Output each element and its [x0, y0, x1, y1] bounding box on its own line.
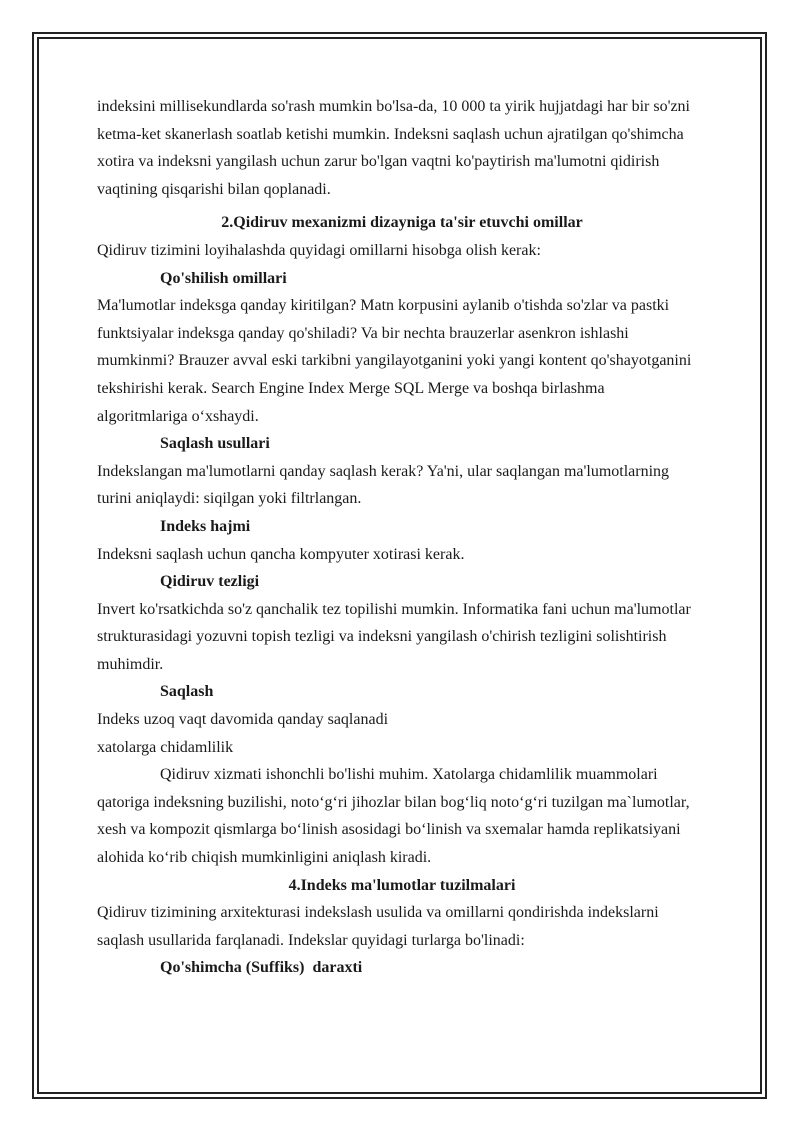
text-line: Qidiruv tizimining arxitekturasi indekslash usulida va omillarni qondirishda indekslarni	[97, 904, 659, 922]
subheading-search-speed: Qidiruv tezligi	[160, 573, 260, 591]
subheading-addition-factors: Qo'shilish omillari	[160, 269, 287, 287]
document-page	[97, 93, 707, 982]
text-line: Indekslangan ma'lumotlarni qanday saqlash kerak? Ya'ni, ular saqlangan ma'lumotlarning	[97, 462, 670, 480]
text-line: xesh va kompozit qismlarga bo‘linish asosidagi bo‘linish va sxemalar hamda replikatsiyani	[97, 821, 681, 839]
text-line: turini aniqlaydi: siqilgan yoki filtrlangan.	[97, 490, 362, 508]
text-line: Invert ko'rsatkichda so'z qanchalik tez topilishi mumkin. Informatika fani uchun ma'lumotlar	[97, 600, 691, 618]
text-line: Indeks uzoq vaqt davomida qanday saqlanadi	[97, 711, 389, 729]
subheading-storage-methods: Saqlash usullari	[160, 435, 270, 453]
section-heading-4: 4.Indeks ma'lumotlar tuzilmalari	[288, 876, 516, 894]
section-lead: Qidiruv tizimini loyihalashda quyidagi omillarni hisobga olish kerak:	[97, 241, 541, 259]
text-line: algoritmlariga o‘xshaydi.	[97, 407, 259, 425]
text-line: Ma'lumotlar indeksga qanday kiritilgan? Matn korpusini aylanib o'tishda so'zlar va pastki	[97, 297, 670, 315]
text-line: Qidiruv xizmati ishonchli bo'lishi muhim. Xatolarga chidamlilik muammolari	[160, 766, 658, 784]
text-line: vaqtining qisqarishi bilan qoplanadi.	[97, 180, 331, 198]
text-line: alohida ko‘rib chiqish mumkinligini aniqlash kiradi.	[97, 849, 432, 867]
text-line: qatoriga indeksning buzilishi, noto‘g‘ri jihozlar bilan bog‘liq noto‘g‘ri tuzilgan ma`lumotlar,	[97, 793, 690, 811]
text-line: funktsiyalar indeksga qanday qo'shiladi? Va bir nechta brauzerlar asenkron ishlashi	[97, 324, 629, 342]
text-line: Indeksni saqlash uchun qancha kompyuter xotirasi kerak.	[97, 545, 465, 563]
text-line: strukturasidagi yozuvni topish tezligi va indeksni yangilash o'chirish tezligini solishtirish	[97, 628, 667, 646]
subheading-index-size: Indeks hajmi	[160, 517, 251, 535]
text-line: tekshirishi kerak. Search Engine Index Merge SQL Merge va boshqa birlashma	[97, 379, 605, 397]
text-line: muhimdir.	[97, 655, 164, 673]
subheading-storage: Saqlash	[160, 683, 214, 701]
intro-paragraph	[97, 93, 707, 203]
text-line: xotira va indeksni yangilash uchun zarur bo'lgan vaqtni ko'paytirish ma'lumotni qidirish	[97, 153, 660, 171]
text-line: saqlash usullarida farqlanadi. Indekslar quyidagi turlarga bo'linadi:	[97, 931, 525, 949]
section-heading-2: 2.Qidiruv mexanizmi dizayniga ta'sir etuvchi omillar	[221, 214, 583, 232]
text-line: ketma-ket skanerlash soatlab ketishi mumkin. Indeksni saqlash uchun ajratilgan qo'shimcha	[97, 125, 684, 143]
subheading-suffix-tree: Qo'shimcha (Suffiks) daraxti	[160, 959, 363, 977]
text-line: indeksini millisekundlarda so'rash mumkin bo'lsa-da, 10 000 ta yirik hujjatdagi har bir so'zni	[97, 98, 690, 115]
text-line: xatolarga chidamlilik	[97, 738, 234, 756]
text-line: mumkinmi? Brauzer avval eski tarkibni yangilayotganini yoki yangi kontent qo'shayotganini	[97, 352, 692, 370]
